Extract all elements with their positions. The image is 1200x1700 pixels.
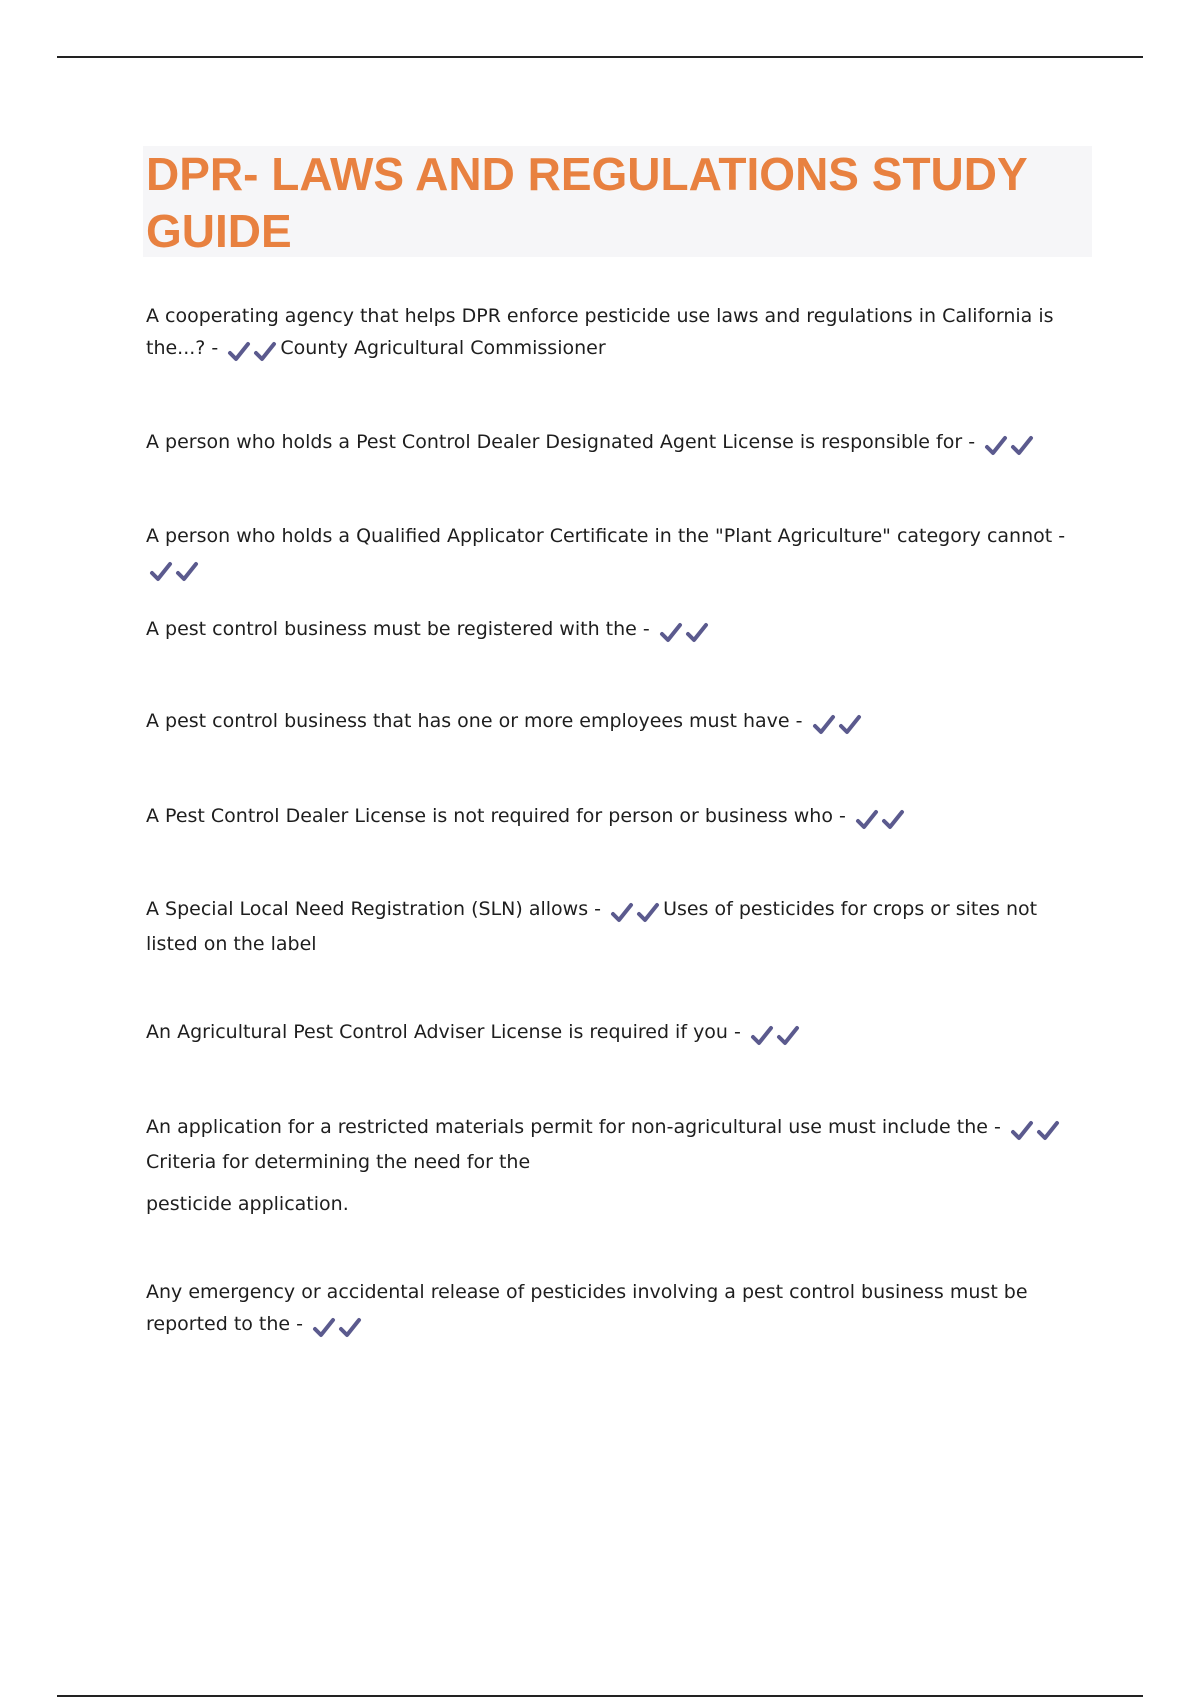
answer-text: County Agricultural Commissioner (280, 337, 606, 359)
answer-marker (1009, 1114, 1061, 1146)
check-mark-icon (684, 622, 710, 644)
answer-marker (749, 1019, 801, 1051)
study-entry (146, 1276, 1086, 1343)
study-entry (146, 300, 1086, 367)
question-text: An application for a restricted materials permit for non-agricultural use must include the - (146, 1116, 1001, 1138)
check-mark-icon (854, 809, 880, 831)
question-text: A Pest Control Dealer License is not required for person or business who - (146, 805, 846, 827)
question-text: A Special Local Need Registration (SLN) allows - (146, 898, 602, 920)
check-mark-icon (609, 902, 635, 924)
check-mark-icon (658, 622, 684, 644)
check-mark-icon (775, 1025, 801, 1047)
study-entry (146, 426, 1086, 461)
check-mark-icon (1035, 1120, 1061, 1142)
study-entry (146, 705, 1086, 740)
check-mark-icon (811, 714, 837, 736)
answer-marker (983, 429, 1035, 461)
check-mark-icon (1009, 1120, 1035, 1142)
check-mark-icon (880, 809, 906, 831)
check-mark-icon (1009, 435, 1035, 457)
check-mark-icon (148, 561, 174, 583)
study-entry (146, 613, 1086, 648)
check-mark-icon (311, 1317, 337, 1339)
answer-marker (609, 896, 661, 928)
question-text: A person who holds a Pest Control Dealer Designated Agent License is responsible for - (146, 431, 976, 453)
check-mark-icon (983, 435, 1009, 457)
document-title: DPR- LAWS AND REGULATIONS STUDY GUIDE (146, 148, 1027, 257)
study-entry (146, 1111, 1086, 1178)
question-text: An Agricultural Pest Control Adviser License is required if you - (146, 1021, 741, 1043)
question-text: Any emergency or accidental release of pesticides involving a pest control business must be reported to the - (146, 1281, 1028, 1335)
answer-marker (658, 616, 710, 648)
check-mark-icon (174, 561, 200, 583)
question-text: A pest control business must be registered with the - (146, 618, 650, 640)
answer-marker (311, 1311, 363, 1343)
answer-marker (226, 335, 278, 367)
study-entry (146, 800, 1086, 835)
study-entry (146, 520, 1086, 587)
check-mark-icon (837, 714, 863, 736)
question-text: A cooperating agency that helps DPR enforce pesticide use laws and regulations in California is the...? - (146, 305, 1054, 359)
study-entry (146, 893, 1086, 960)
bottom-rule (57, 1695, 1143, 1697)
answer-marker (854, 803, 906, 835)
answer-marker (148, 555, 200, 587)
check-mark-icon (635, 902, 661, 924)
check-mark-icon (226, 341, 252, 363)
check-mark-icon (749, 1025, 775, 1047)
answer-marker (811, 708, 863, 740)
answer-text: Uses of pesticides for crops or sites not listed on the label (146, 898, 1038, 955)
answer-text: Criteria for determining the need for the (146, 1151, 531, 1173)
check-mark-icon (252, 341, 278, 363)
check-mark-icon (337, 1317, 363, 1339)
answer-continuation: pesticide application. (146, 1193, 349, 1215)
top-rule (57, 56, 1143, 58)
study-entry (146, 1016, 1086, 1051)
question-text: A pest control business that has one or more employees must have - (146, 710, 803, 732)
question-text: A person who holds a Qualified Applicator Certificate in the "Plant Agriculture" category cannot - (146, 525, 1066, 547)
